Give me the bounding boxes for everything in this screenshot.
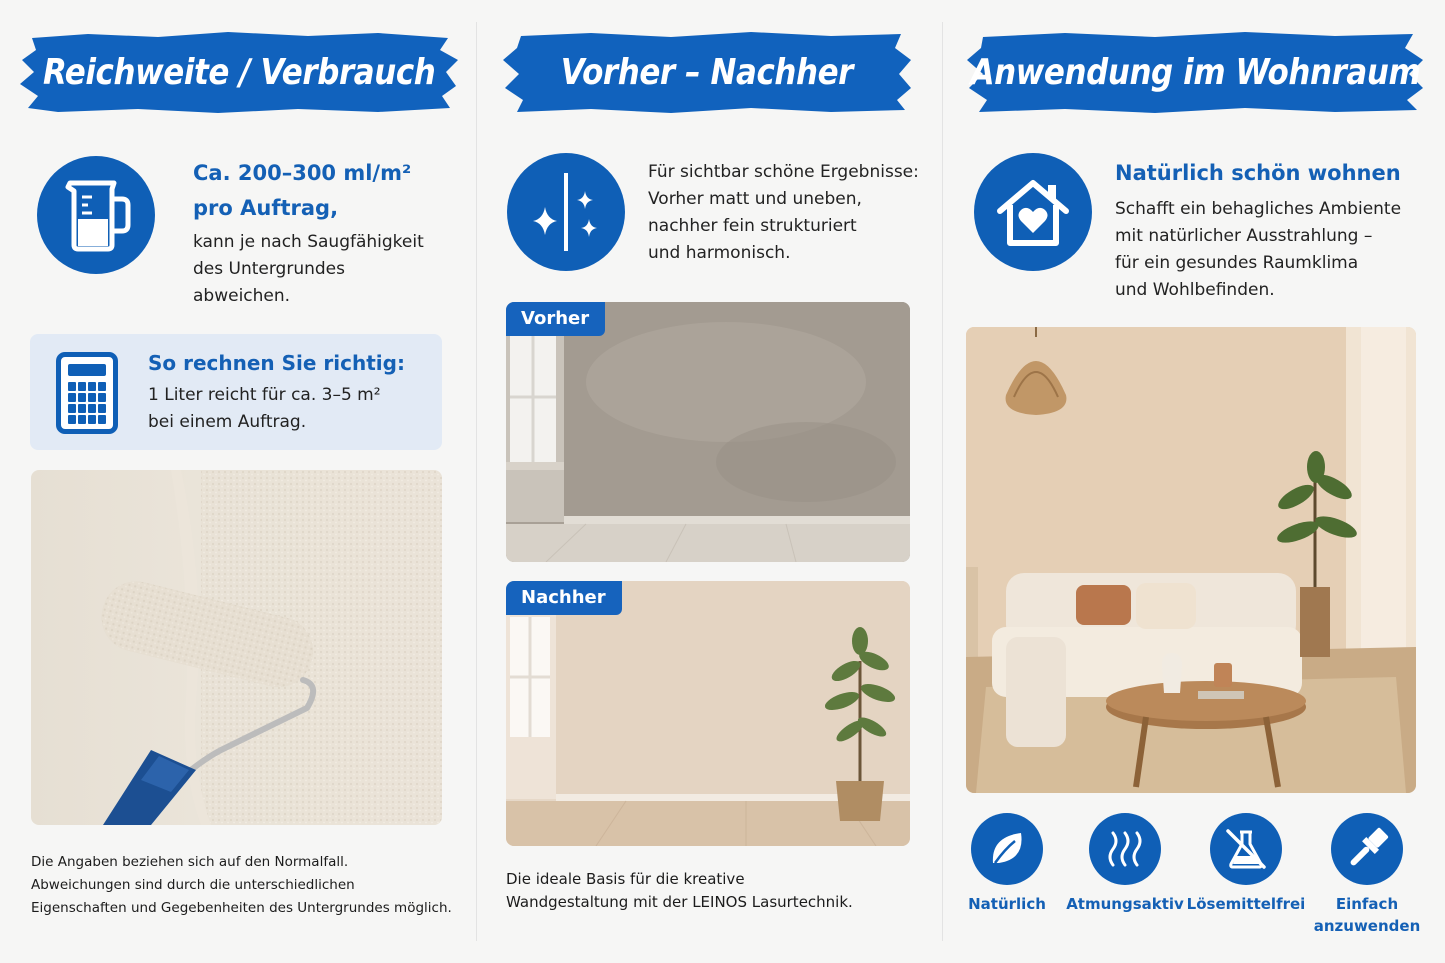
banner-before-after (501, 30, 913, 114)
roller-photo (31, 470, 442, 825)
before-after-footnote: Die ideale Basis für die kreative Wandgestaltung mit der LEINOS Lasurtechnik. (506, 870, 853, 911)
brush-icon (1331, 813, 1403, 885)
feature-solvent-free (1186, 813, 1306, 915)
calc-info-box (30, 334, 442, 450)
living-headline: Natürlich schön wohnen (1115, 161, 1401, 185)
banner-title: Anwendung im Wohnraum (970, 51, 1420, 93)
after-photo (506, 581, 910, 846)
column-consumption (0, 0, 475, 963)
calc-title: So rechnen Sie richtig: (148, 351, 405, 375)
calculator-icon (56, 352, 118, 434)
leaf-icon (971, 813, 1043, 885)
feature-label: Einfach anzuwenden (1313, 895, 1421, 935)
banner-title: Reichweite / Verbrauch (42, 51, 436, 93)
banner-consumption (18, 30, 460, 114)
consumption-body: kann je nach Saugfähigkeit des Untergrundes abweichen. (193, 232, 424, 306)
banner-living-room (965, 30, 1425, 114)
column-living-room (943, 0, 1445, 963)
consumption-footnote: Die Angaben beziehen sich auf den Normalfall. Abweichungen sind durch die unterschiedlichen Eigenschaften und Gegebenheiten des Untergrundes möglich. (31, 854, 452, 916)
consumption-headline-2: pro Auftrag, (193, 196, 339, 220)
feature-label: Atmungsaktiv (1066, 895, 1184, 913)
calc-body: 1 Liter reicht für ca. 3–5 m² bei einem Auftrag. (148, 385, 381, 432)
feature-breathable (1065, 813, 1185, 915)
consumption-headline-1: Ca. 200–300 ml/m² (193, 161, 412, 185)
house-heart-icon (974, 153, 1092, 271)
sparkles-icon (507, 153, 625, 271)
breathing-waves-icon (1089, 813, 1161, 885)
before-after-intro: Für sichtbar schöne Ergebnisse: Vorher matt und uneben, nachher fein strukturiert und harmonisch. (648, 162, 919, 263)
flask-crossed-icon (1210, 813, 1282, 885)
living-room-photo (966, 327, 1416, 793)
column-before-after (477, 0, 942, 963)
banner-title: Vorher – Nachher (560, 51, 854, 93)
feature-natural (947, 813, 1067, 915)
before-photo (506, 302, 910, 562)
feature-easy-use (1307, 813, 1427, 937)
tag-before: Vorher (506, 302, 605, 336)
measuring-jug-icon (37, 156, 155, 274)
tag-after: Nachher (506, 581, 622, 615)
feature-label: Natürlich (968, 895, 1046, 913)
living-body: Schafft ein behagliches Ambiente mit natürlicher Ausstrahlung – für ein gesundes Raumklima und Wohlbefinden. (1115, 199, 1402, 300)
feature-label: Lösemittelfrei (1186, 895, 1306, 913)
